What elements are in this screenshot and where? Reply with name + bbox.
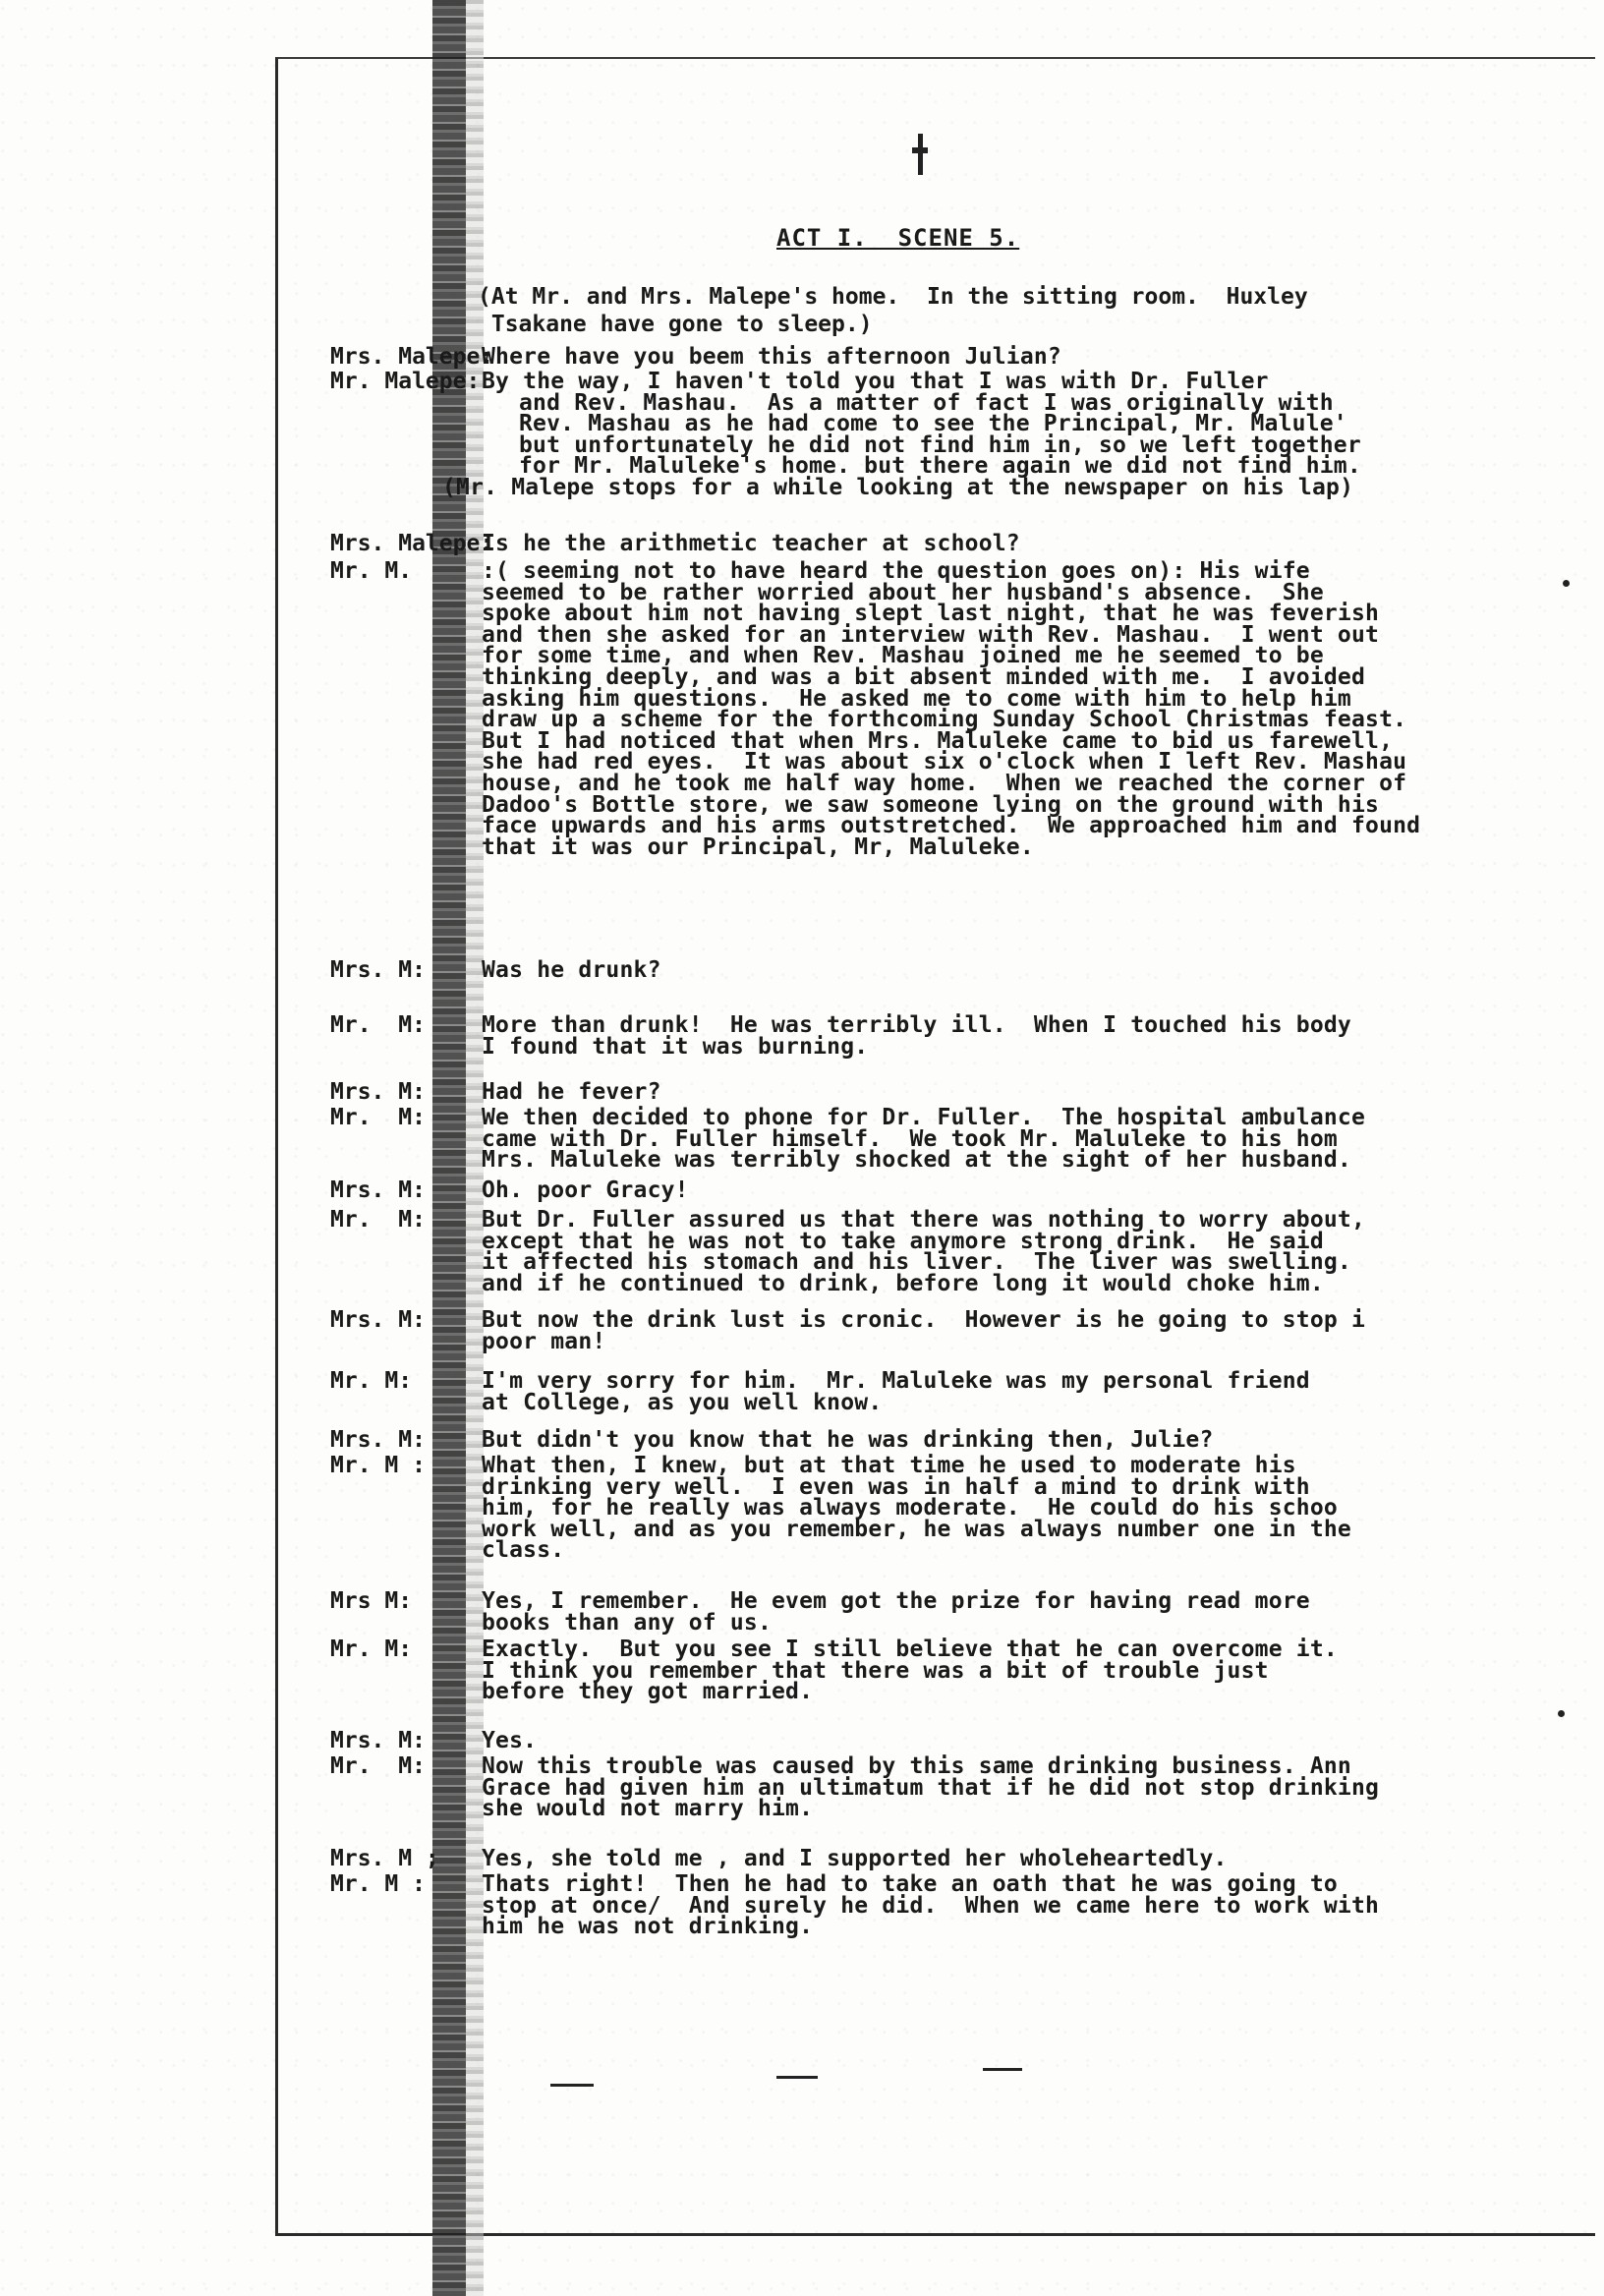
speech-line: Where have you beem this afternoon Julian? <box>482 344 1061 370</box>
speech-line: drinking very well. I even was in half a mind to drink with <box>482 1473 1310 1500</box>
speech-line: that it was our Principal, Mr, Maluleke. <box>482 833 1034 860</box>
speech-line: and if he continued to drink, before long it would choke him. <box>482 1270 1324 1296</box>
speaker-name: Mrs. M: <box>330 957 426 983</box>
speaker-name: Mrs. M ; <box>330 1846 439 1871</box>
speech-line: Is he the arithmetic teacher at school? <box>482 531 1020 556</box>
speech-line: him, for he really was always moderate. He could do his schoo <box>482 1495 1338 1521</box>
speech-line: spoke about him not having slept last night, that he was feverish <box>482 601 1380 627</box>
speech-line: Yes, she told me , and I supported her wholeheartedly. <box>482 1846 1228 1871</box>
speech-line: came with Dr. Fuller himself. We took Mr. Maluleke to his hom <box>482 1125 1338 1152</box>
ink-mark <box>983 2068 1022 2071</box>
speech-line: Had he fever? <box>482 1079 661 1105</box>
speech-line: stop at once/ And surely he did. When we came here to work with <box>482 1892 1380 1919</box>
speech-line: seemed to be rather worried about her husband's absence. She <box>482 579 1324 605</box>
speaker-name: Mr. M: <box>330 1105 426 1130</box>
speech-line: By the way, I haven't told you that I was with Dr. Fuller <box>482 369 1269 394</box>
speech-line: More than drunk! He was terribly ill. When I touched his body <box>482 1012 1351 1038</box>
speaker-name: Mr. M: <box>330 1012 426 1038</box>
speaker-name: Mrs. Malepe: <box>330 531 494 556</box>
ink-mark <box>550 2084 594 2087</box>
speech-line: books than any of us. <box>482 1609 772 1636</box>
speech-line: for some time, and when Rev. Mashau joined me he seemed to be <box>482 643 1324 669</box>
speech-line: Rev. Mashau as he had come to see the Principal, Mr. Malule' <box>519 411 1347 437</box>
speech-line: for Mr. Maluleke's home. but there again we did not find him. <box>519 453 1361 480</box>
speech-line: We then decided to phone for Dr. Fuller. The hospital ambulance <box>482 1105 1366 1130</box>
speaker-name: Mr. Malepe: <box>330 369 481 394</box>
speaker-name: Mr. M: <box>330 1207 426 1233</box>
stage-direction-line: (At Mr. and Mrs. Malepe's home. In the sitting room. Huxley <box>478 284 1308 310</box>
speaker-name: Mrs. M: <box>330 1177 426 1203</box>
speech-line: Mrs. Maluleke was terribly shocked at the sight of her husband. <box>482 1147 1351 1174</box>
speech-line: :( seeming not to have heard the question goes on): His wife <box>482 558 1310 584</box>
speech-line: But didn't you know that he was drinking then, Julie? <box>482 1427 1214 1453</box>
speaker-name: Mrs M: <box>330 1588 413 1614</box>
speech-line: I think you remember that there was a bit of trouble just <box>482 1657 1269 1684</box>
speaker-name: Mr. M : <box>330 1871 426 1897</box>
speech-line: Grace had given him an ultimatum that if he did not stop drinking <box>482 1774 1380 1801</box>
speech-line: What then, I knew, but at that time he used to moderate his <box>482 1453 1296 1478</box>
speech-line: Yes. <box>482 1728 538 1753</box>
stage-direction-line: Tsakane have gone to sleep.) <box>478 312 873 337</box>
speech-line: except that he was not to take anymore strong drink. He said <box>482 1228 1324 1254</box>
speaker-name: Mr. M : <box>330 1453 426 1478</box>
speaker-name: Mrs. M: <box>330 1427 426 1453</box>
speech-line: class. <box>482 1537 565 1564</box>
speaker-name: Mr. M: <box>330 1368 413 1394</box>
speech-line: Was he drunk? <box>482 957 661 983</box>
speech-line: (Mr. Malepe stops for a while looking at the newspaper on his lap) <box>442 475 1354 500</box>
ink-mark <box>1558 1710 1565 1717</box>
speech-line: she had red eyes. It was about six o'clock when I left Rev. Mashau <box>482 749 1407 775</box>
speech-line: it affected his stomach and his liver. The liver was swelling. <box>482 1249 1351 1276</box>
speech-line: before they got married. <box>482 1679 814 1705</box>
ink-mark <box>1563 580 1570 587</box>
speech-line: and Rev. Mashau. As a matter of fact I was originally with <box>519 389 1334 416</box>
speech-line: asking him questions. He asked me to come with him to help him <box>482 685 1351 712</box>
speaker-name: Mrs. M: <box>330 1728 426 1753</box>
speaker-name: Mrs. M: <box>330 1307 426 1333</box>
speech-line: thinking deeply, and was a bit absent minded with me. I avoided <box>482 664 1366 690</box>
speaker-name: Mr. M: <box>330 1753 426 1779</box>
speech-line: work well, and as you remember, he was always number one in the <box>482 1516 1351 1542</box>
scene-heading: ACT I. SCENE 5. <box>776 224 1020 252</box>
speaker-name: Mr. M: <box>330 1636 413 1662</box>
speech-line: house, and he took me half way home. When we reached the corner of <box>482 771 1407 796</box>
speech-line: Oh. poor Gracy! <box>482 1177 689 1203</box>
speech-line: poor man! <box>482 1328 606 1354</box>
speaker-name: Mr. M. <box>330 558 413 584</box>
speech-line: face upwards and his arms outstretched. We approached him and found <box>482 813 1421 839</box>
speech-line: at College, as you well know. <box>482 1389 883 1415</box>
ink-mark <box>912 147 928 153</box>
speech-line: Exactly. But you see I still believe that he can overcome it. <box>482 1636 1338 1662</box>
speech-line: But now the drink lust is cronic. However is he going to stop i <box>482 1307 1366 1333</box>
speaker-name: Mrs. M: <box>330 1079 426 1105</box>
ink-mark <box>776 2076 818 2079</box>
speech-line: I found that it was burning. <box>482 1033 869 1060</box>
speech-line: Thats right! Then he had to take an oath that he was going to <box>482 1871 1338 1897</box>
speaker-name: Mrs. Malepe: <box>330 344 494 370</box>
speech-line: Dadoo's Bottle store, we saw someone lying on the ground with his <box>482 791 1380 818</box>
speech-line: But Dr. Fuller assured us that there was nothing to worry about, <box>482 1207 1366 1233</box>
speech-line: draw up a scheme for the forthcoming Sunday School Christmas feast. <box>482 707 1407 733</box>
ink-mark <box>918 134 923 175</box>
speech-line: I'm very sorry for him. Mr. Maluleke was my personal friend <box>482 1368 1310 1394</box>
speech-line: But I had noticed that when Mrs. Maluleke came to bid us farewell, <box>482 727 1394 754</box>
speech-line: Yes, I remember. He evem got the prize for having read more <box>482 1588 1310 1614</box>
speech-line: Now this trouble was caused by this same drinking business. Ann <box>482 1753 1351 1779</box>
speech-line: but unfortunately he did not find him in, so we left together <box>519 431 1361 458</box>
speech-line: and then she asked for an interview with Rev. Mashau. I went out <box>482 621 1380 648</box>
speech-line: she would not marry him. <box>482 1796 814 1822</box>
speech-line: him he was not drinking. <box>482 1914 814 1940</box>
